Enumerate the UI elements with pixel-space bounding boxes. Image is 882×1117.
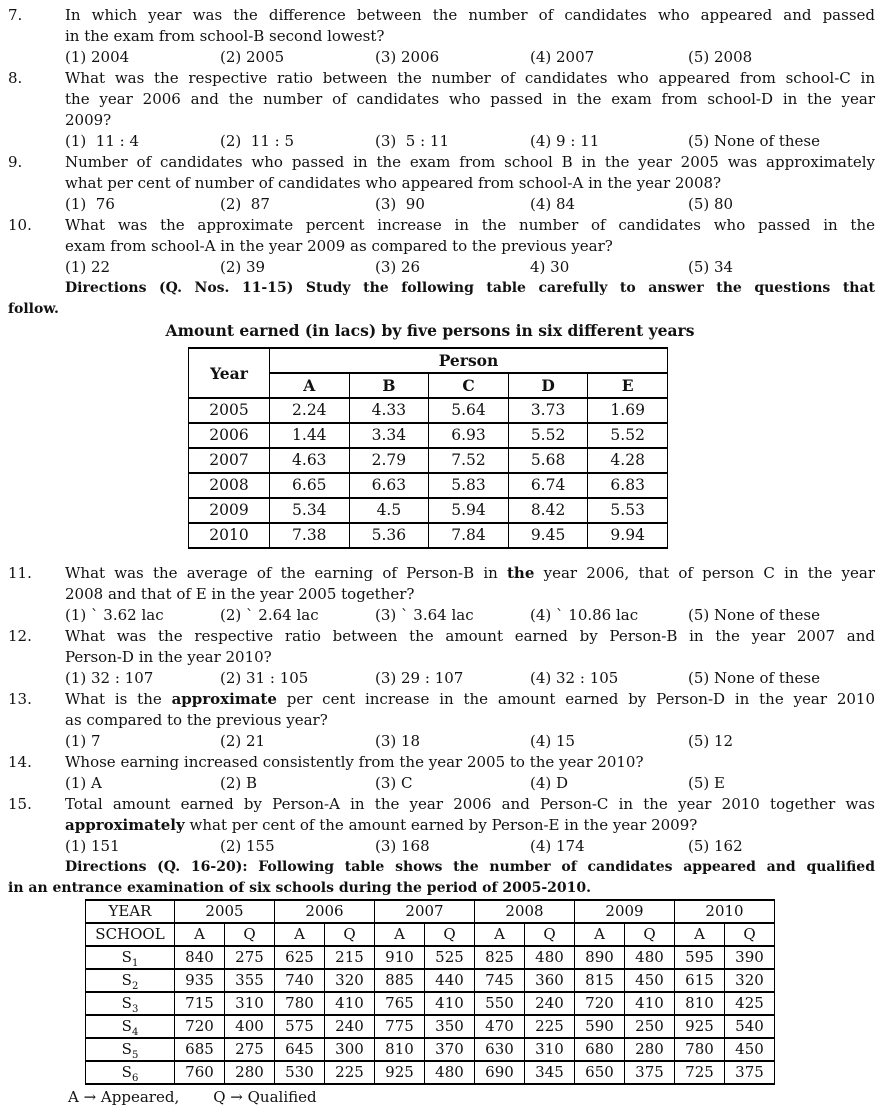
year-cell: 2005 bbox=[189, 398, 270, 423]
count-cell: 250 bbox=[625, 1015, 675, 1038]
directions-line: follow. bbox=[8, 301, 59, 317]
answer-option: (5) 34 bbox=[688, 258, 734, 276]
question-text-line bbox=[65, 584, 875, 605]
count-cell: 410 bbox=[625, 992, 675, 1015]
answer-option: (5) None of these bbox=[688, 132, 820, 150]
count-cell: 590 bbox=[575, 1015, 625, 1038]
text-segment: per cent increase in the amount earned by Person-D in the year 2010 bbox=[276, 690, 875, 708]
text-segment: the year 2006 and the number of candidates who passed in the exam from school-D in the year bbox=[65, 90, 875, 108]
question-text-line bbox=[65, 794, 875, 815]
school-label-cell: SCHOOL bbox=[86, 923, 175, 946]
answer-option: (3) 2006 bbox=[375, 48, 440, 66]
question-number: 11. bbox=[8, 564, 32, 582]
count-cell: 925 bbox=[675, 1015, 725, 1038]
options-row bbox=[65, 194, 875, 215]
text-segment: exam from school-A in the year 2009 as compared to the previous year? bbox=[65, 237, 613, 255]
count-cell: 825 bbox=[475, 946, 525, 969]
count-cell: 310 bbox=[225, 992, 275, 1015]
school-cell: $S_2$ bbox=[86, 969, 175, 992]
appeared-qualified-header-cell: A bbox=[575, 923, 625, 946]
answer-option: 4) 30 bbox=[530, 258, 570, 276]
answer-option: (1) 22 bbox=[65, 258, 111, 276]
answer-option: (1) 151 bbox=[65, 837, 120, 855]
options-row bbox=[65, 257, 875, 278]
question-text-line bbox=[65, 563, 875, 584]
table-row bbox=[86, 1061, 775, 1084]
answer-option: (2) 39 bbox=[220, 258, 266, 276]
questions-block-7-10 bbox=[0, 5, 882, 278]
question-body bbox=[65, 152, 875, 215]
count-cell: 300 bbox=[325, 1038, 375, 1061]
count-cell: 625 bbox=[275, 946, 325, 969]
table-row bbox=[86, 1038, 775, 1061]
count-cell: 890 bbox=[575, 946, 625, 969]
count-cell: 780 bbox=[275, 992, 325, 1015]
count-cell: 525 bbox=[425, 946, 475, 969]
question-15 bbox=[0, 794, 882, 857]
count-cell: 275 bbox=[225, 946, 275, 969]
answer-option: (2) 155 bbox=[220, 837, 275, 855]
earning-cell: 7.84 bbox=[429, 523, 509, 548]
school-cell: $S_1$ bbox=[86, 946, 175, 969]
count-cell: 280 bbox=[225, 1061, 275, 1084]
school-cell: $S_4$ bbox=[86, 1015, 175, 1038]
year-cell: 2009 bbox=[189, 498, 270, 523]
year-corner-header: Year bbox=[189, 348, 270, 398]
question-number: 8. bbox=[8, 69, 23, 87]
table-row bbox=[189, 398, 668, 423]
table-row bbox=[86, 900, 775, 923]
count-cell: 390 bbox=[725, 946, 775, 969]
earning-cell: 6.74 bbox=[508, 473, 588, 498]
school-cell: $S_3$ bbox=[86, 992, 175, 1015]
count-cell: 815 bbox=[575, 969, 625, 992]
count-cell: 470 bbox=[475, 1015, 525, 1038]
earning-cell: 1.44 bbox=[270, 423, 350, 448]
appeared-qualified-header-cell: A bbox=[275, 923, 325, 946]
text-segment: 2008 and that of E in the year 2005 together? bbox=[65, 585, 415, 603]
count-cell: 225 bbox=[325, 1061, 375, 1084]
year-header-cell: 2006 bbox=[275, 900, 375, 923]
question-12 bbox=[0, 626, 882, 689]
count-cell: 595 bbox=[675, 946, 725, 969]
earning-cell: 6.63 bbox=[349, 473, 429, 498]
table-row bbox=[86, 923, 775, 946]
question-text-line bbox=[65, 752, 875, 773]
count-cell: 275 bbox=[225, 1038, 275, 1061]
answer-option: (5) None of these bbox=[688, 669, 820, 687]
year-cell: 2008 bbox=[189, 473, 270, 498]
earning-cell: 7.52 bbox=[429, 448, 509, 473]
legend-qualified: Q → Qualified bbox=[213, 1088, 317, 1106]
answer-option: (4) 174 bbox=[530, 837, 585, 855]
answer-option: (2) 11 : 5 bbox=[220, 132, 295, 150]
answer-option: (4) D bbox=[530, 774, 569, 792]
question-number: 7. bbox=[8, 6, 23, 24]
directions-line: Directions (Q. 16-20): Following table shows the number of candidates appeared and qualified bbox=[65, 859, 875, 875]
count-cell: 765 bbox=[375, 992, 425, 1015]
school-subscript: 4 bbox=[131, 1027, 139, 1038]
text-segment: the bbox=[507, 564, 535, 582]
answer-option: (5) E bbox=[688, 774, 725, 792]
count-cell: 810 bbox=[375, 1038, 425, 1061]
table-row bbox=[189, 523, 668, 548]
count-cell: 425 bbox=[725, 992, 775, 1015]
count-cell: 615 bbox=[675, 969, 725, 992]
options-row bbox=[65, 668, 875, 689]
text-segment: approximately bbox=[65, 816, 185, 834]
text-segment: What was the respective ratio between the number of candidates who appeared from school-C in bbox=[65, 69, 875, 87]
text-segment: What is the bbox=[65, 690, 172, 708]
count-cell: 540 bbox=[725, 1015, 775, 1038]
count-cell: 780 bbox=[675, 1038, 725, 1061]
text-segment: In which year was the difference between the number of candidates who appeared and passed bbox=[65, 6, 875, 24]
answer-option: (2) B bbox=[220, 774, 258, 792]
answer-option: (5) 162 bbox=[688, 837, 743, 855]
answer-option: (3) 5 : 11 bbox=[375, 132, 450, 150]
answer-option: (5) 80 bbox=[688, 195, 734, 213]
candidates-table bbox=[85, 899, 775, 1085]
count-cell: 720 bbox=[575, 992, 625, 1015]
count-cell: 310 bbox=[525, 1038, 575, 1061]
text-segment: as compared to the previous year? bbox=[65, 711, 328, 729]
count-cell: 650 bbox=[575, 1061, 625, 1084]
year-cell: 2007 bbox=[189, 448, 270, 473]
count-cell: 450 bbox=[625, 969, 675, 992]
earning-cell: 5.52 bbox=[588, 423, 668, 448]
question-number: 14. bbox=[8, 753, 32, 771]
earning-cell: 6.65 bbox=[270, 473, 350, 498]
earning-cell: 9.45 bbox=[508, 523, 588, 548]
text-segment: Number of candidates who passed in the exam from school B in the year 2005 was approximately bbox=[65, 153, 875, 171]
question-body bbox=[65, 215, 875, 278]
question-body bbox=[65, 68, 875, 152]
earning-cell: 7.38 bbox=[270, 523, 350, 548]
count-cell: 685 bbox=[175, 1038, 225, 1061]
options-row bbox=[65, 605, 875, 626]
person-column-header: E bbox=[588, 373, 668, 398]
count-cell: 440 bbox=[425, 969, 475, 992]
table-row bbox=[189, 473, 668, 498]
question-number: 9. bbox=[8, 153, 23, 171]
answer-option: (3) 18 bbox=[375, 732, 421, 750]
table-row bbox=[189, 423, 668, 448]
earning-cell: 4.33 bbox=[349, 398, 429, 423]
count-cell: 715 bbox=[175, 992, 225, 1015]
answer-option: (2) 21 bbox=[220, 732, 266, 750]
options-row bbox=[65, 131, 875, 152]
options-row bbox=[65, 773, 875, 794]
appeared-qualified-header-cell: Q bbox=[225, 923, 275, 946]
question-number: 10. bbox=[8, 216, 32, 234]
answer-option: (1) 32 : 107 bbox=[65, 669, 154, 687]
question-number: 13. bbox=[8, 690, 32, 708]
question-text-line bbox=[65, 626, 875, 647]
earnings-table bbox=[188, 347, 668, 549]
earning-cell: 4.5 bbox=[349, 498, 429, 523]
table-row bbox=[86, 1015, 775, 1038]
directions-16-20 bbox=[0, 857, 882, 899]
answer-option: (4) 9 : 11 bbox=[530, 132, 600, 150]
question-11 bbox=[0, 563, 882, 626]
text-segment: what per cent of number of candidates who appeared from school-A in the year 2008? bbox=[65, 174, 722, 192]
answer-option: (5) 12 bbox=[688, 732, 734, 750]
answer-option: (3) 168 bbox=[375, 837, 430, 855]
answer-option: (4) ` 10.86 lac bbox=[530, 606, 639, 624]
count-cell: 215 bbox=[325, 946, 375, 969]
answer-option: (3) 29 : 107 bbox=[375, 669, 464, 687]
count-cell: 740 bbox=[275, 969, 325, 992]
school-subscript: 3 bbox=[131, 1004, 139, 1015]
appeared-qualified-header-cell: Q bbox=[625, 923, 675, 946]
answer-option: (4) 84 bbox=[530, 195, 576, 213]
count-cell: 225 bbox=[525, 1015, 575, 1038]
directions-line: in an entrance examination of six schools during the period of 2005-2010. bbox=[8, 880, 592, 896]
question-8 bbox=[0, 68, 882, 152]
count-cell: 450 bbox=[725, 1038, 775, 1061]
table-row bbox=[189, 498, 668, 523]
question-text-line bbox=[65, 173, 875, 194]
count-cell: 240 bbox=[325, 1015, 375, 1038]
year-header-cell: 2008 bbox=[475, 900, 575, 923]
answer-option: (2) ` 2.64 lac bbox=[220, 606, 319, 624]
person-column-header: A bbox=[270, 373, 350, 398]
earning-cell: 9.94 bbox=[588, 523, 668, 548]
answer-option: (1) 11 : 4 bbox=[65, 132, 140, 150]
count-cell: 410 bbox=[425, 992, 475, 1015]
count-cell: 480 bbox=[525, 946, 575, 969]
question-text-line bbox=[65, 236, 875, 257]
text-segment: Whose earning increased consistently from the year 2005 to the year 2010? bbox=[65, 753, 644, 771]
school-subscript: 6 bbox=[131, 1073, 139, 1084]
appeared-qualified-header-cell: A bbox=[475, 923, 525, 946]
appeared-qualified-header-cell: A bbox=[675, 923, 725, 946]
directions-11-15 bbox=[0, 278, 882, 320]
answer-option: (4) 2007 bbox=[530, 48, 595, 66]
earning-cell: 3.34 bbox=[349, 423, 429, 448]
count-cell: 760 bbox=[175, 1061, 225, 1084]
question-body bbox=[65, 626, 875, 689]
question-text-line bbox=[65, 89, 875, 110]
count-cell: 320 bbox=[725, 969, 775, 992]
question-text-line bbox=[65, 815, 875, 836]
table-row bbox=[86, 946, 775, 969]
count-cell: 530 bbox=[275, 1061, 325, 1084]
text-segment: approximate bbox=[171, 690, 277, 708]
count-cell: 775 bbox=[375, 1015, 425, 1038]
question-14 bbox=[0, 752, 882, 794]
year-header-cell: 2007 bbox=[375, 900, 475, 923]
count-cell: 345 bbox=[525, 1061, 575, 1084]
count-cell: 480 bbox=[625, 946, 675, 969]
text-segment: in the exam from school-B second lowest? bbox=[65, 27, 385, 45]
question-text-line bbox=[65, 689, 875, 710]
text-segment: year 2006, that of person C in the year bbox=[534, 564, 875, 582]
school-subscript: 5 bbox=[131, 1050, 139, 1061]
earning-cell: 4.28 bbox=[588, 448, 668, 473]
earning-cell: 6.83 bbox=[588, 473, 668, 498]
appeared-qualified-header-cell: Q bbox=[525, 923, 575, 946]
question-body bbox=[65, 563, 875, 626]
questions-block-11-15 bbox=[0, 563, 882, 857]
answer-option: (1) 7 bbox=[65, 732, 101, 750]
count-cell: 410 bbox=[325, 992, 375, 1015]
count-cell: 630 bbox=[475, 1038, 525, 1061]
earnings-table-title: Amount earned (in lacs) by five persons in six different years bbox=[165, 321, 695, 340]
question-number: 12. bbox=[8, 627, 32, 645]
count-cell: 355 bbox=[225, 969, 275, 992]
question-body bbox=[65, 689, 875, 752]
table-legend bbox=[68, 1087, 882, 1108]
question-body bbox=[65, 5, 875, 68]
earning-cell: 4.63 bbox=[270, 448, 350, 473]
count-cell: 910 bbox=[375, 946, 425, 969]
answer-option: (2) 2005 bbox=[220, 48, 285, 66]
count-cell: 480 bbox=[425, 1061, 475, 1084]
count-cell: 925 bbox=[375, 1061, 425, 1084]
earning-cell: 5.83 bbox=[429, 473, 509, 498]
answer-option: (1) ` 3.62 lac bbox=[65, 606, 164, 624]
school-subscript: 2 bbox=[131, 981, 139, 992]
appeared-qualified-header-cell: A bbox=[375, 923, 425, 946]
count-cell: 280 bbox=[625, 1038, 675, 1061]
appeared-qualified-header-cell: Q bbox=[325, 923, 375, 946]
table-row bbox=[189, 348, 668, 373]
year-label-cell: YEAR bbox=[86, 900, 175, 923]
question-text-line bbox=[65, 68, 875, 89]
question-text-line bbox=[65, 647, 875, 668]
question-body bbox=[65, 794, 875, 857]
person-column-header: B bbox=[349, 373, 429, 398]
question-13 bbox=[0, 689, 882, 752]
earning-cell: 6.93 bbox=[429, 423, 509, 448]
options-row bbox=[65, 731, 875, 752]
answer-option: (4) 32 : 105 bbox=[530, 669, 619, 687]
count-cell: 645 bbox=[275, 1038, 325, 1061]
year-header-cell: 2005 bbox=[175, 900, 275, 923]
count-cell: 240 bbox=[525, 992, 575, 1015]
earning-cell: 5.34 bbox=[270, 498, 350, 523]
answer-option: (5) None of these bbox=[688, 606, 820, 624]
text-segment: What was the approximate percent increase in the number of candidates who passed in the bbox=[65, 216, 875, 234]
answer-option: (5) 2008 bbox=[688, 48, 753, 66]
appeared-qualified-header-cell: A bbox=[175, 923, 225, 946]
count-cell: 885 bbox=[375, 969, 425, 992]
answer-option: (1) 76 bbox=[65, 195, 115, 213]
count-cell: 360 bbox=[525, 969, 575, 992]
question-text-line bbox=[65, 5, 875, 26]
table-row bbox=[86, 969, 775, 992]
count-cell: 550 bbox=[475, 992, 525, 1015]
count-cell: 680 bbox=[575, 1038, 625, 1061]
count-cell: 725 bbox=[675, 1061, 725, 1084]
appeared-qualified-header-cell: Q bbox=[725, 923, 775, 946]
answer-option: (4) 15 bbox=[530, 732, 576, 750]
question-10 bbox=[0, 215, 882, 278]
year-header-cell: 2010 bbox=[675, 900, 775, 923]
answer-option: (2) 87 bbox=[220, 195, 270, 213]
text-segment: What was the average of the earning of Person-B in bbox=[65, 564, 507, 582]
earning-cell: 5.64 bbox=[429, 398, 509, 423]
question-text-line bbox=[65, 110, 875, 131]
count-cell: 375 bbox=[725, 1061, 775, 1084]
person-group-header: Person bbox=[270, 348, 668, 373]
school-cell: $S_5$ bbox=[86, 1038, 175, 1061]
appeared-qualified-header-cell: Q bbox=[425, 923, 475, 946]
question-text-line bbox=[65, 152, 875, 173]
text-segment: Total amount earned by Person-A in the year 2006 and Person-C in the year 2010 together was bbox=[65, 795, 875, 813]
count-cell: 840 bbox=[175, 946, 225, 969]
count-cell: 350 bbox=[425, 1015, 475, 1038]
answer-option: (3) C bbox=[375, 774, 413, 792]
question-body bbox=[65, 752, 875, 794]
year-header-cell: 2009 bbox=[575, 900, 675, 923]
text-segment: What was the respective ratio between the amount earned by Person-B in the year 2007 and bbox=[65, 627, 875, 645]
count-cell: 935 bbox=[175, 969, 225, 992]
school-cell: $S_6$ bbox=[86, 1061, 175, 1084]
question-text-line bbox=[65, 215, 875, 236]
count-cell: 375 bbox=[625, 1061, 675, 1084]
earning-cell: 2.79 bbox=[349, 448, 429, 473]
school-subscript: 1 bbox=[131, 958, 139, 969]
count-cell: 370 bbox=[425, 1038, 475, 1061]
options-row bbox=[65, 47, 875, 68]
text-segment: Person-D in the year 2010? bbox=[65, 648, 272, 666]
count-cell: 720 bbox=[175, 1015, 225, 1038]
answer-option: (1) 2004 bbox=[65, 48, 130, 66]
options-row bbox=[65, 836, 875, 857]
earning-cell: 5.36 bbox=[349, 523, 429, 548]
earning-cell: 5.53 bbox=[588, 498, 668, 523]
count-cell: 690 bbox=[475, 1061, 525, 1084]
count-cell: 400 bbox=[225, 1015, 275, 1038]
question-text-line bbox=[65, 26, 875, 47]
legend-appeared: A → Appeared, bbox=[68, 1088, 180, 1106]
count-cell: 745 bbox=[475, 969, 525, 992]
text-segment: what per cent of the amount earned by Person-E in the year 2009? bbox=[184, 816, 698, 834]
text-segment: 2009? bbox=[65, 111, 112, 129]
earning-cell: 5.94 bbox=[429, 498, 509, 523]
earning-cell: 3.73 bbox=[508, 398, 588, 423]
table-row bbox=[189, 448, 668, 473]
answer-option: (3) 90 bbox=[375, 195, 425, 213]
question-number: 15. bbox=[8, 795, 32, 813]
table-row bbox=[86, 992, 775, 1015]
earning-cell: 5.68 bbox=[508, 448, 588, 473]
earning-cell: 2.24 bbox=[270, 398, 350, 423]
answer-option: (3) 26 bbox=[375, 258, 421, 276]
answer-option: (1) A bbox=[65, 774, 102, 792]
question-9 bbox=[0, 152, 882, 215]
count-cell: 320 bbox=[325, 969, 375, 992]
year-cell: 2010 bbox=[189, 523, 270, 548]
earning-cell: 5.52 bbox=[508, 423, 588, 448]
person-column-header: D bbox=[508, 373, 588, 398]
question-text-line bbox=[65, 710, 875, 731]
directions-line: Directions (Q. Nos. 11-15) Study the following table carefully to answer the questions that bbox=[65, 280, 875, 296]
answer-option: (3) ` 3.64 lac bbox=[375, 606, 474, 624]
earning-cell: 8.42 bbox=[508, 498, 588, 523]
earning-cell: 1.69 bbox=[588, 398, 668, 423]
count-cell: 575 bbox=[275, 1015, 325, 1038]
question-7 bbox=[0, 5, 882, 68]
answer-option: (2) 31 : 105 bbox=[220, 669, 309, 687]
count-cell: 810 bbox=[675, 992, 725, 1015]
year-cell: 2006 bbox=[189, 423, 270, 448]
person-column-header: C bbox=[429, 373, 509, 398]
